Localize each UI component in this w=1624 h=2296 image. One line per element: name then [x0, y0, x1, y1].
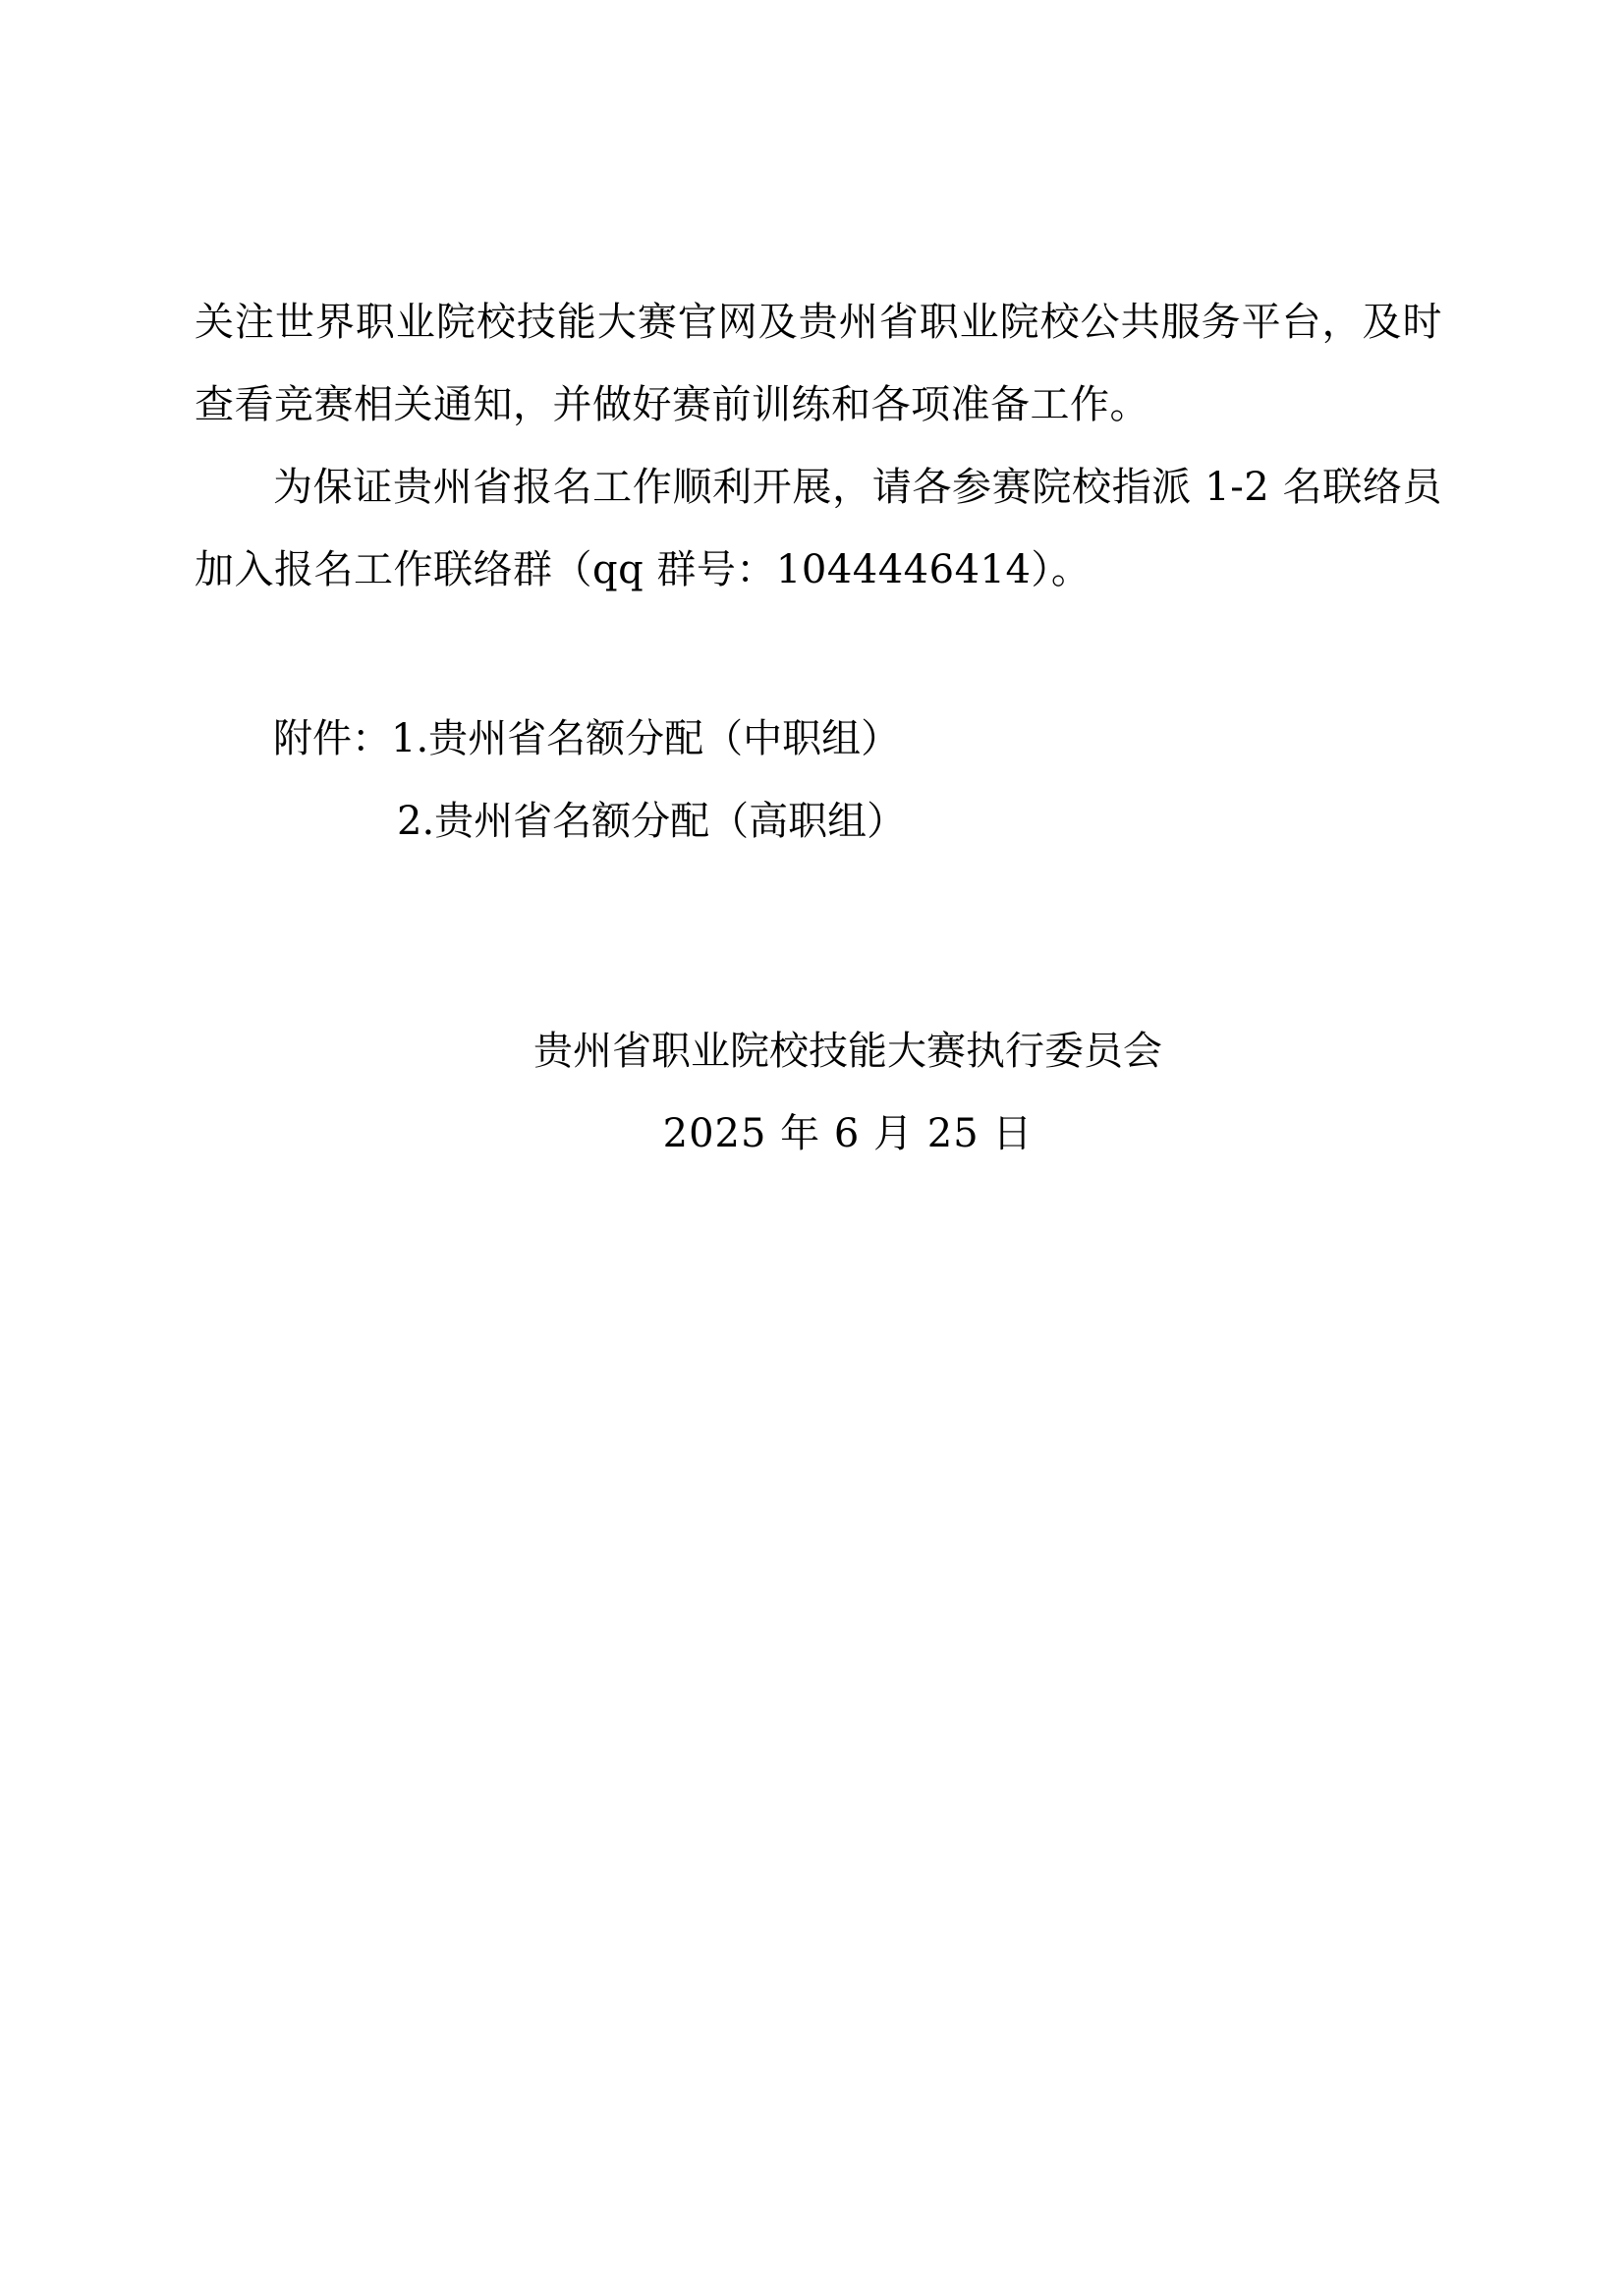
spacer	[195, 611, 1442, 698]
document-body	[195, 281, 1442, 1175]
paragraph-notice: 关注世界职业院校技能大赛官网及贵州省职业院校公共服务平台，及时查看竞赛相关通知，并做好赛前训练和各项准备工作。	[195, 300, 1442, 427]
attachment-item-1	[195, 698, 1442, 780]
attachment-item-1-text: 1.贵州省名额分配（中职组）	[391, 716, 901, 761]
signature-organization: 贵州省职业院校技能大赛执行委员会	[533, 1029, 1162, 1074]
spacer	[195, 863, 1442, 1010]
paragraph-liaison: 为保证贵州省报名工作顺利开展，请各参赛院校指派 1-2 名联络员加入报名工作联络群（qq 群号：1044446414）。	[195, 465, 1442, 592]
attachment-item-2: 2.贵州省名额分配（高职组）	[397, 799, 907, 844]
attachments-block	[195, 698, 1442, 863]
signature-block	[195, 1010, 1442, 1175]
signature-date: 2025 年 6 月 25 日	[662, 1111, 1034, 1156]
attachments-label: 附件：	[273, 716, 391, 761]
